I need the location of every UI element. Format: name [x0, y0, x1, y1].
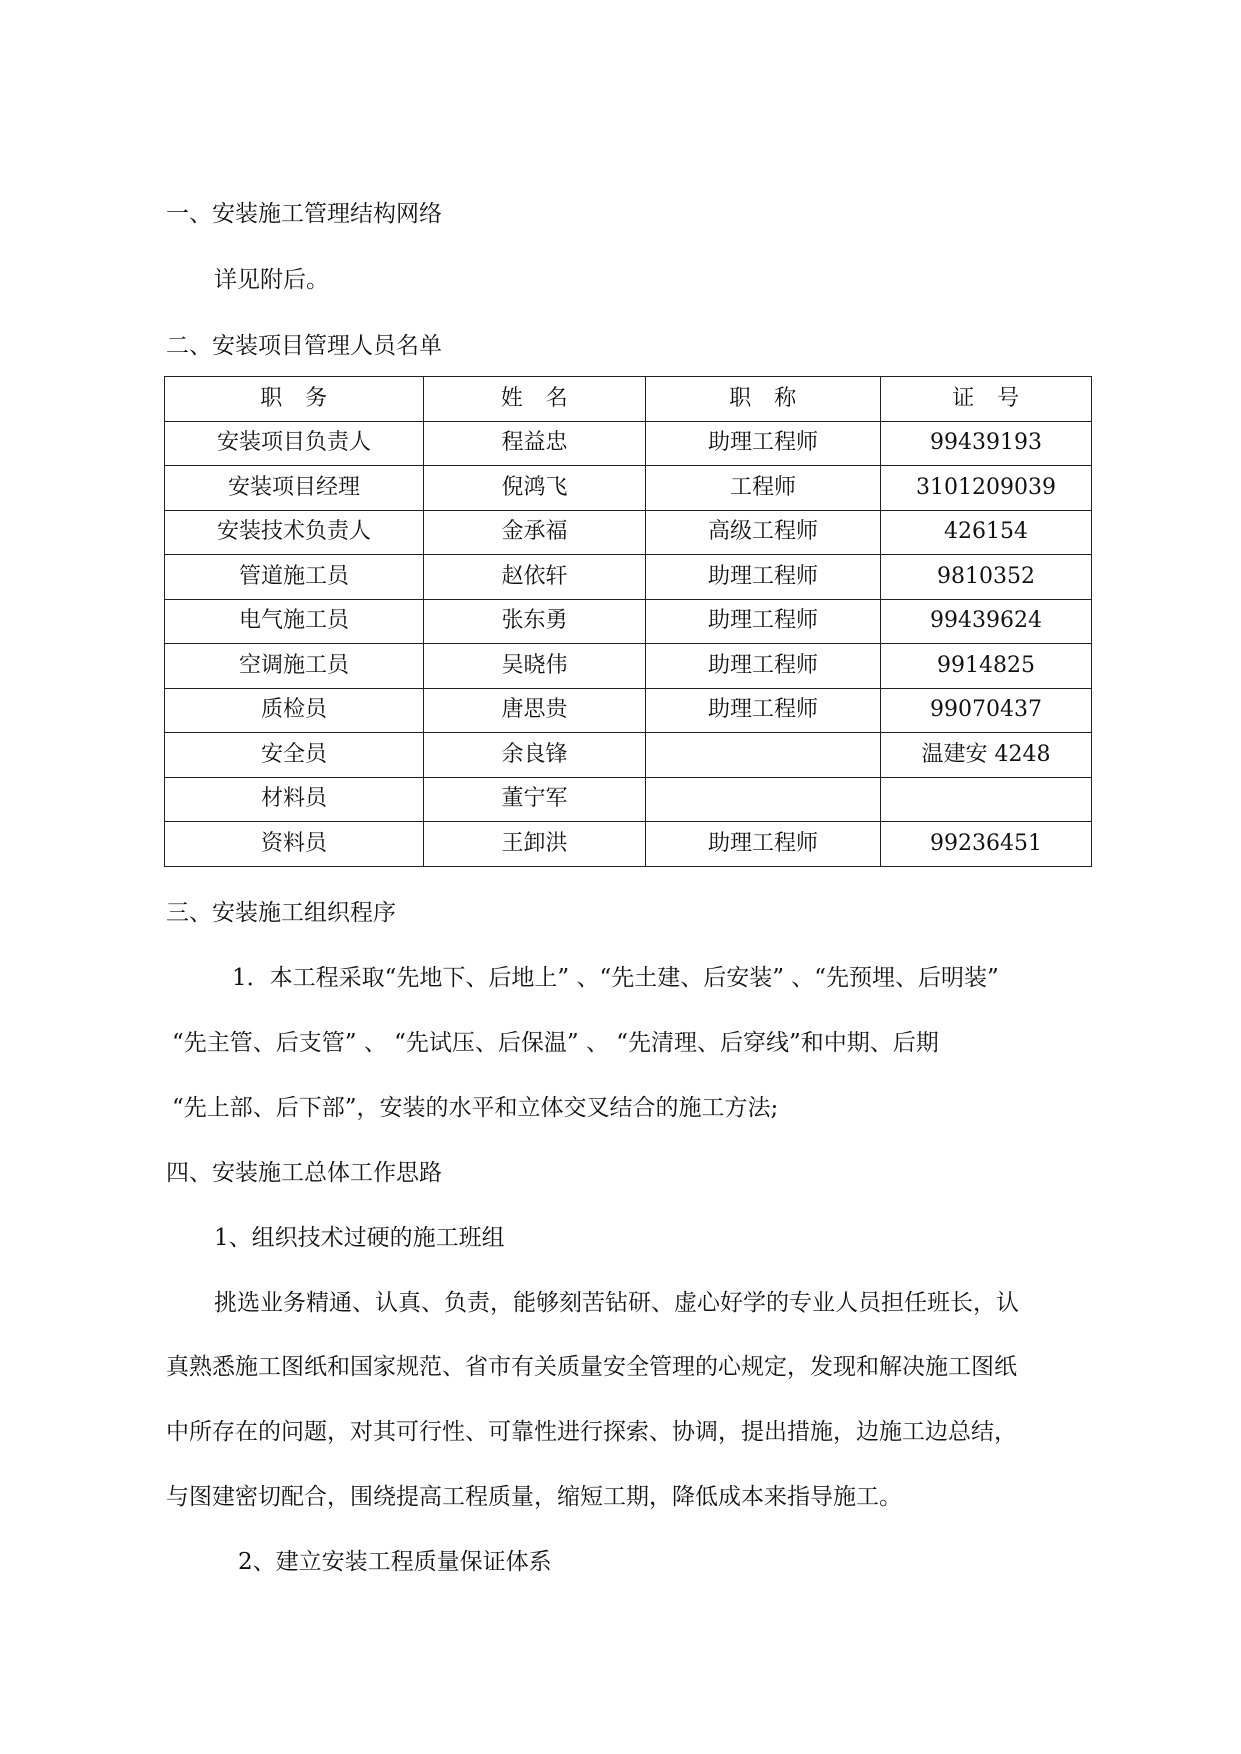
cell-name: 唐思贵	[424, 688, 646, 733]
cell-name: 张东勇	[424, 599, 646, 644]
cell-position: 安装技术负责人	[165, 510, 424, 555]
cell-title: 助理工程师	[646, 555, 881, 600]
section-4-body-line: 挑选业务精通、认真、负责，能够刻苦钻研、虚心好学的专业人员担任班长，认	[214, 1290, 1019, 1316]
table-row	[165, 688, 1092, 733]
section-4-body-line: 真熟悉施工图纸和国家规范、省市有关质量安全管理的心规定，发现和解决施工图纸	[166, 1354, 1017, 1380]
section-3-line: 1．本工程采取“先地下、后地上” 、“先土建、后安装” 、“先预埋、后明装”	[232, 965, 999, 991]
cell-certificate: 426154	[881, 510, 1092, 555]
cell-position: 空调施工员	[165, 644, 424, 689]
cell-title	[646, 733, 881, 778]
section-1-heading: 一、安装施工管理结构网络	[166, 201, 442, 227]
section-4-body-line: 中所存在的问题，对其可行性、可靠性进行探索、协调，提出措施，边施工边总结，	[166, 1419, 1017, 1445]
cell-certificate: 9810352	[881, 555, 1092, 600]
cell-name: 赵依轩	[424, 555, 646, 600]
cell-title: 高级工程师	[646, 510, 881, 555]
table-row	[165, 777, 1092, 822]
cell-position: 安装项目负责人	[165, 421, 424, 466]
section-3-line: “先主管、后支管” 、 “先试压、后保温” 、 “先清理、后穿线”和中期、后期	[172, 1030, 939, 1056]
header-certificate: 证 号	[881, 377, 1092, 422]
cell-title: 助理工程师	[646, 599, 881, 644]
section-1-text: 详见附后。	[214, 267, 329, 293]
section-4-subheading: 2、建立安装工程质量保证体系	[238, 1549, 552, 1575]
cell-position: 管道施工员	[165, 555, 424, 600]
cell-title: 工程师	[646, 466, 881, 511]
header-name: 姓 名	[424, 377, 646, 422]
section-4-body-line: 与图建密切配合，围绕提高工程质量，缩短工期，降低成本来指导施工。	[166, 1484, 902, 1510]
cell-certificate: 99070437	[881, 688, 1092, 733]
table-row	[165, 822, 1092, 867]
cell-title: 助理工程师	[646, 421, 881, 466]
table-header-row	[165, 377, 1092, 422]
staff-table	[164, 376, 1092, 867]
cell-certificate: 3101209039	[881, 466, 1092, 511]
cell-certificate: 99439624	[881, 599, 1092, 644]
cell-certificate	[881, 777, 1092, 822]
cell-name: 程益忠	[424, 421, 646, 466]
cell-position: 安全员	[165, 733, 424, 778]
cell-name: 吴晓伟	[424, 644, 646, 689]
cell-position: 安装项目经理	[165, 466, 424, 511]
section-4-heading: 四、安装施工总体工作思路	[166, 1160, 442, 1186]
section-3-line: “先上部、后下部”，安装的水平和立体交叉结合的施工方法;	[172, 1095, 779, 1121]
cell-title: 助理工程师	[646, 644, 881, 689]
cell-title: 助理工程师	[646, 822, 881, 867]
table-row	[165, 555, 1092, 600]
cell-name: 倪鸿飞	[424, 466, 646, 511]
cell-certificate: 99439193	[881, 421, 1092, 466]
cell-certificate: 温建安 4248	[881, 733, 1092, 778]
table-row	[165, 421, 1092, 466]
section-4-subheading: 1、组织技术过硬的施工班组	[214, 1225, 505, 1251]
table-row	[165, 733, 1092, 778]
table-row	[165, 510, 1092, 555]
table-row	[165, 599, 1092, 644]
cell-title	[646, 777, 881, 822]
cell-name: 余良锋	[424, 733, 646, 778]
section-3-heading: 三、安装施工组织程序	[166, 900, 396, 926]
cell-position: 电气施工员	[165, 599, 424, 644]
cell-certificate: 9914825	[881, 644, 1092, 689]
cell-position: 材料员	[165, 777, 424, 822]
cell-position: 资料员	[165, 822, 424, 867]
section-2-heading: 二、安装项目管理人员名单	[166, 333, 442, 359]
cell-name: 金承福	[424, 510, 646, 555]
cell-name: 王卸洪	[424, 822, 646, 867]
cell-name: 董宁军	[424, 777, 646, 822]
cell-title: 助理工程师	[646, 688, 881, 733]
cell-position: 质检员	[165, 688, 424, 733]
header-position: 职 务	[165, 377, 424, 422]
cell-certificate: 99236451	[881, 822, 1092, 867]
table-row	[165, 466, 1092, 511]
table-row	[165, 644, 1092, 689]
header-title: 职 称	[646, 377, 881, 422]
